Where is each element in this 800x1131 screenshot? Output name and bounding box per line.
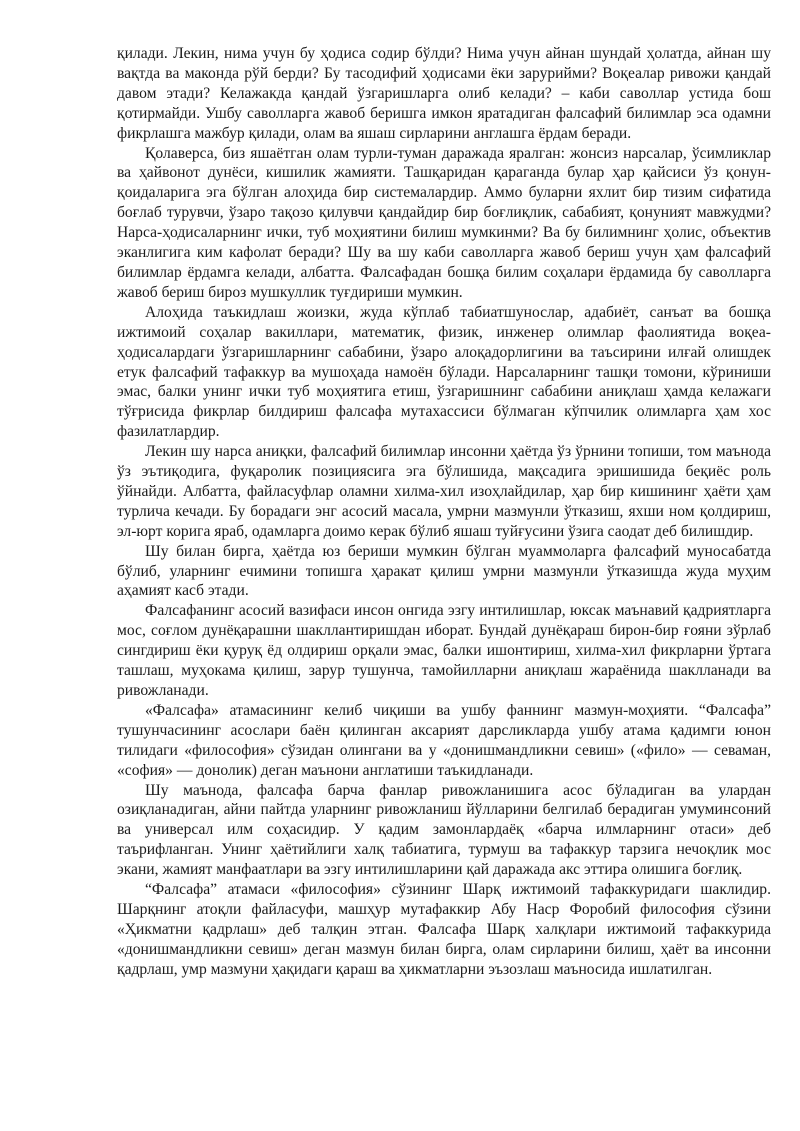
paragraph: «Фалсафа» атамасининг келиб чиқиши ва ушбу фаннинг мазмун-моҳияти. “Фалсафа” тушунчасининг асослари баён қилинган аксарият дарсликларда ушбу атама қадимги юнон тилидаги «философия» сўзидан олингани ва у «донишмандликни севиш» («фило» — севаман, «софия» — донолик) деган маънони англатиши таъкидланади. — [117, 701, 771, 779]
paragraph: Шу билан бирга, ҳаётда юз бериши мумкин бўлган муаммоларга фалсафий муносабатда бўлиб, уларнинг ечимини топишга ҳаракат қилиш умрни мазмунли ўтказишда жуда муҳим аҳамият касб этади. — [117, 542, 771, 600]
paragraph: Алоҳида таъкидлаш жоизки, жуда кўплаб табиатшунослар, адабиёт, санъат ва бошқа ижтимоий соҳалар вакиллари, математик, физик, инженер олимлар фаолиятида воқеа-ҳодисалардаги ўзгаришларнинг сабабини, ўзаро алоқадорлигини ва таъсирини илғай олишдек етук фалсафий тафаккур ва мушоҳада намоён бўлади. Нарсаларнинг ташқи томони, кўриниши эмас, балки унинг ички туб моҳиятига етиш, ўзгаришнинг сабабини аниқлаш ҳамда келажаги тўғрисида фикрлар билдириш фалсафа мутахассиси бўлмаган кўпчилик олимларга ҳам хос фазилатлардир. — [117, 303, 771, 441]
paragraph: Лекин шу нарса аниқки, фалсафий билимлар инсонни ҳаётда ўз ўрнини топиши, том маънода ўз эътиқодига, фуқаролик позициясига эга бўлишида, мақсадига эришишида беқиёс роль ўйнайди. Албатта, файласуфлар оламни хилма-хил изоҳлайдилар, ҳар бир кишининг ҳаёти ҳам турлича кечади. Бу борадаги энг асосий масала, умрни мазмунли ўтказиш, яхши ном қолдириш, эл-юрт корига яраб, одамларга доимо керак бўлиб яшаш туйғусини ўзига саодат деб билишдир. — [117, 443, 771, 540]
paragraph: “Фалсафа” атамаси «философия» сўзининг Шарқ ижтимоий тафаккуридаги шаклидир. Шарқнинг атоқли файласуфи, машҳур мутафаккир Абу Наср Форобий философия сўзини «Ҳикматни қадрлаш» деб талқин этган. Фалсафа Шарқ халқлари ижтимоий тафаккурида «донишмандликни севиш» деган мазмун билан бирга, олам сирларини билиш, ҳаёт ва инсонни қадрлаш, умр мазмуни ҳақидаги қараш ва ҳикматларни эъзозлаш маъносида ишлатилган. — [117, 881, 771, 978]
paragraph: Фалсафанинг асосий вазифаси инсон онгида эзгу интилишлар, юксак маънавий қадриятларга мос, соғлом дунёқарашни шакллантиришдан иборат. Бундай дунёқараш бирон-бир ғояни зўрлаб сингдириш ёки қуруқ ёд олдириш орқали эмас, балки ишонтириш, хилма-хил фикрларни ўртага ташлаш, муҳокама қилиш, зарур тушунча, тамойилларни аниқлаш жараёнида шаклланади ва ривожланади. — [117, 602, 771, 699]
paragraph: Қолаверса, биз яшаётган олам турли-туман даражада яралган: жонсиз нарсалар, ўсимликлар ва ҳайвонот дунёси, кишилик жамияти. Ташқаридан қараганда булар ҳар қайсиси ўз қонун-қоидаларига эга бўлган алоҳида бир системалардир. Аммо буларни яхлит бир тизим сифатида боғлаб турувчи, ўзаро тақозо қилувчи қандайдир бир боғлиқлик, сабабият, қонуният мавжудми? Нарса-ҳодисаларнинг ички, туб моҳиятини билиш мумкинми? Ва бу билимнинг ҳолис, объектив эканлигига ким кафолат беради? Шу ва шу каби саволларга жавоб бериш учун ҳам фалсафий билимлар ёрдамга келади, албатта. Фалсафадан бошқа билим соҳалари ёрдамида бу саволларга жавоб бериш бироз мушкуллик туғдириши мумкин. — [117, 144, 771, 301]
paragraph: Шу маънода, фалсафа барча фанлар ривожланишига асос бўладиган ва улардан озиқланадиган, айни пайтда уларнинг ривожланиш йўлларини белгилаб берадиган умуминсоний ва универсал илм соҳасидир. У қадим замонлардаёқ «барча илмларнинг отаси» деб таърифланган. Унинг ҳаётийлиги халқ табиатига, турмуш ва тафаккур тарзига нечоқлик мос экани, жамият манфаатлари ва эзгу интилишларини қай даражада акс эттира олишига боғлиқ. — [117, 781, 771, 879]
paragraph: қилади. Лекин, нима учун бу ҳодиса содир бўлди? Нима учун айнан шундай ҳолатда, айнан шу вақтда ва маконда рўй берди? Бу тасодифий ҳодисами ёки зарурийми? Воқеалар ривожи қандай давом этади? Келажакда қандай ўзгаришларга олиб келади? – каби саволлар устида бош қотирмайди. Ушбу саволларга жавоб беришга имкон яратадиган фалсафий билимлар эса одамни фикрлашга мажбур қилади, олам ва яшаш сирларини англашга ёрдам беради. — [117, 45, 771, 142]
document-page — [117, 44, 771, 980]
